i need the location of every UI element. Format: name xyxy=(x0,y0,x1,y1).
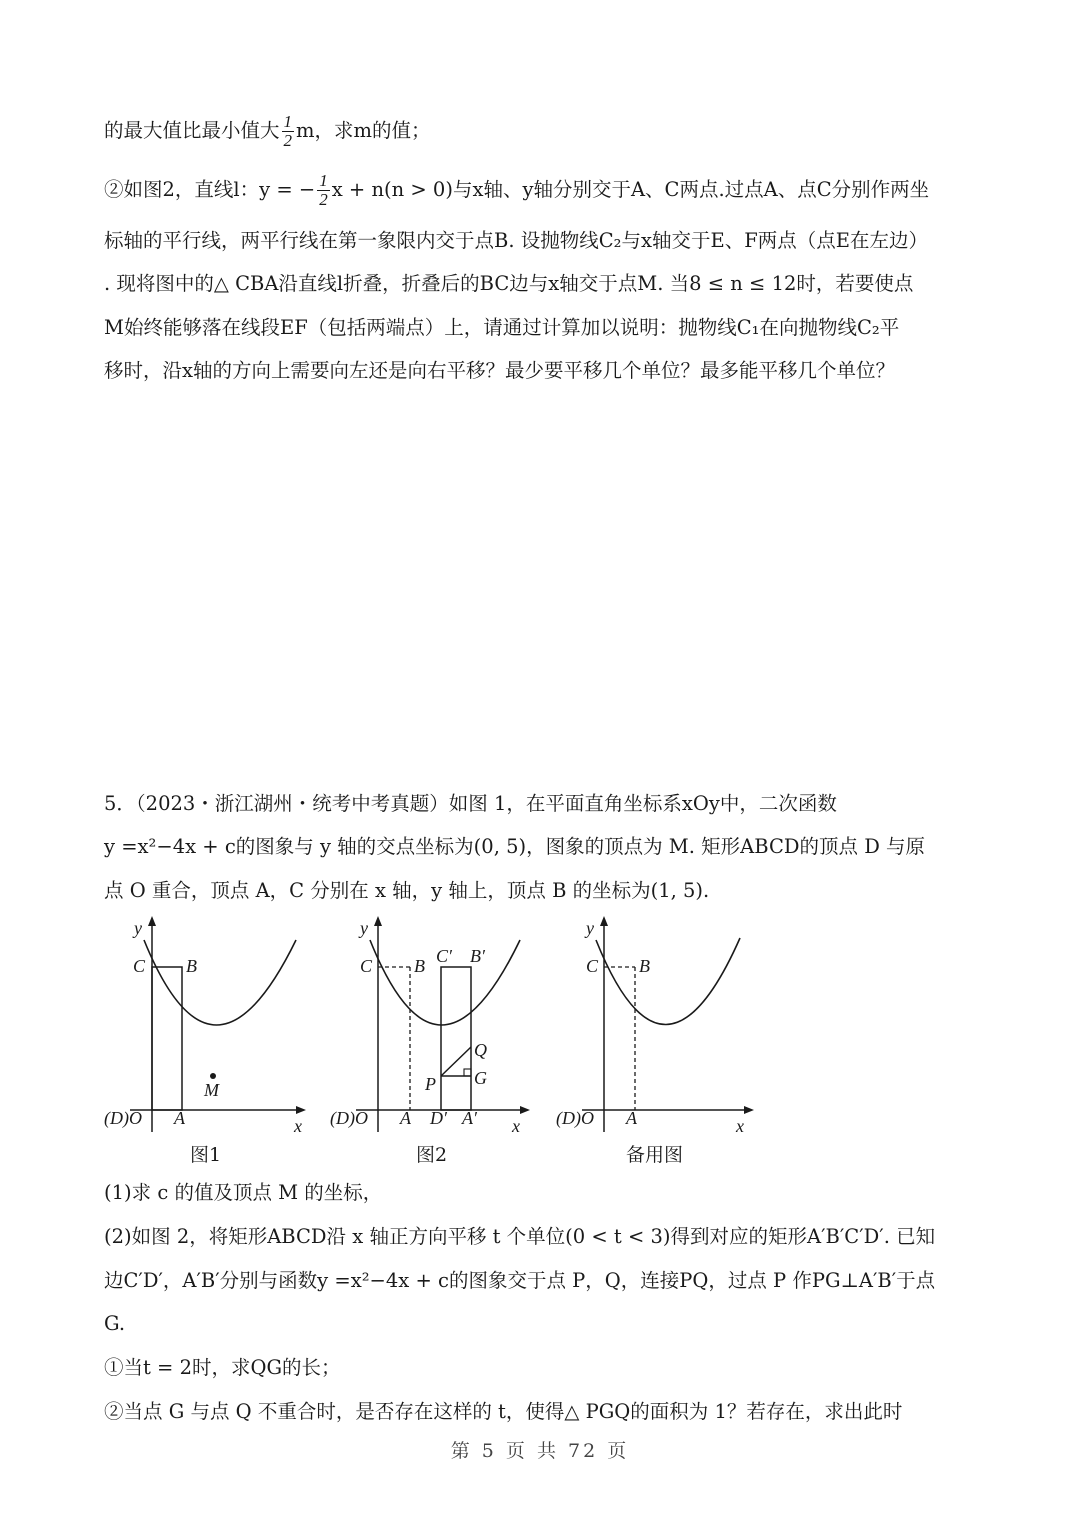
figure-3 xyxy=(554,910,764,1154)
fig3-x-label: x xyxy=(736,1116,744,1136)
figure-1 xyxy=(100,910,310,1154)
fig1-C-label: C xyxy=(133,956,146,976)
fig1-B-label: B xyxy=(186,956,197,976)
fig2-Ap-label: A′ xyxy=(462,1108,477,1128)
fig2-Cp-label: C′ xyxy=(436,946,452,966)
fig2-C-label: C xyxy=(360,956,373,976)
fig2-B-label: B xyxy=(414,956,425,976)
fig3-DO-label: (D)O xyxy=(556,1108,594,1128)
p5-line-3: 点 O 重合，顶点 A，C 分别在 x 轴，y 轴上，顶点 B 的坐标为(1, 5). xyxy=(104,879,710,902)
fig1-M-label: M xyxy=(204,1080,219,1100)
fig1-x-label: x xyxy=(294,1116,302,1136)
fig1-y-label: y xyxy=(134,918,142,938)
p4-line-4: . 现将图中的△ CBA沿直线l折叠，折叠后的BC边与x轴交于点M. 当8 ≤ n ≤ 12时，若要使点 xyxy=(104,272,914,295)
fig2-A-label: A xyxy=(400,1108,411,1128)
figure-2 xyxy=(328,910,538,1154)
p4-line-1-text-a: 的最大值比最小值大 xyxy=(104,119,280,142)
p5-q1: (1)求 c 的值及顶点 M 的坐标， xyxy=(104,1181,383,1204)
fig2-y-label: y xyxy=(360,918,368,938)
p5-q2-sub-1: ①当t = 2时，求QG的长； xyxy=(104,1356,341,1379)
fig3-C-label: C xyxy=(586,956,599,976)
fig2-x-label: x xyxy=(512,1116,520,1136)
p5-q2-line-3: G. xyxy=(104,1312,126,1335)
p4-line-3: 标轴的平行线，两平行线在第一象限内交于点B. 设抛物线C₂与x轴交于E、F两点（点E在左边） xyxy=(104,229,928,252)
p5-q2-sub-2: ②当点 G 与点 Q 不重合时，是否存在这样的 t，使得△ PGQ的面积为 1？若存在，求出此时 xyxy=(104,1400,903,1423)
fraction-half: $\frac{1}{2}$ xyxy=(319,171,328,209)
p4-line-2 xyxy=(104,172,929,209)
fig1-caption: 图1 xyxy=(190,1144,222,1166)
fig3-caption: 备用图 xyxy=(626,1144,684,1166)
fig2-G-label: G xyxy=(474,1068,487,1088)
fig1-DO-label: (D)O xyxy=(104,1108,142,1128)
fig2-DO-label: (D)O xyxy=(330,1108,368,1128)
fig2-Q-label: Q xyxy=(474,1040,487,1060)
p4-line-2-text-a: ②如图2，直线l：y = − xyxy=(104,178,316,201)
fig2-Dp-label: D′ xyxy=(430,1108,447,1128)
fig3-B-label: B xyxy=(639,956,650,976)
fig2-caption: 图2 xyxy=(416,1144,448,1166)
fig1-A-label: A xyxy=(174,1108,185,1128)
fig3-y-label: y xyxy=(586,918,594,938)
p4-line-1 xyxy=(104,113,431,150)
fraction-half: $\frac{1}{2}$ xyxy=(283,112,293,150)
p4-line-1-text-b: m，求m的值； xyxy=(296,119,431,142)
fig2-Bp-label: B′ xyxy=(470,946,485,966)
fig2-P-label: P xyxy=(425,1074,436,1094)
p5-line-2: y =x²−4x + c的图象与 y 轴的交点坐标为(0, 5)，图象的顶点为 M. 矩形ABCD的顶点 D 与原 xyxy=(104,835,926,858)
p5-line-1: 5．（2023・浙江湖州・统考中考真题）如图 1，在平面直角坐标系xOy中，二次函数 xyxy=(104,792,837,815)
fig3-A-label: A xyxy=(626,1108,637,1128)
page-footer: 第 5 页 共 72 页 xyxy=(450,1440,630,1462)
p4-line-6: 移时，沿x轴的方向上需要向左还是向右平移？最少要平移几个单位？最多能平移几个单位？ xyxy=(104,359,895,382)
p4-line-5: M始终能够落在线段EF（包括两端点）上，请通过计算加以说明：抛物线C₁在向抛物线C₂平 xyxy=(104,316,900,339)
p5-q2-line-1: (2)如图 2，将矩形ABCD沿 x 轴正方向平移 t 个单位(0 < t < 3)得到对应的矩形A′B′C′D′. 已知 xyxy=(104,1225,936,1248)
p5-q2-line-2: 边C′D′，A′B′分别与函数y =x²−4x + c的图象交于点 P，Q，连接PQ，过点 P 作PG⊥A′B′于点 xyxy=(104,1269,936,1292)
p4-line-2-text-b: x + n(n > 0)与x轴、y轴分别交于A、C两点.过点A、点C分别作两坐 xyxy=(331,178,930,201)
